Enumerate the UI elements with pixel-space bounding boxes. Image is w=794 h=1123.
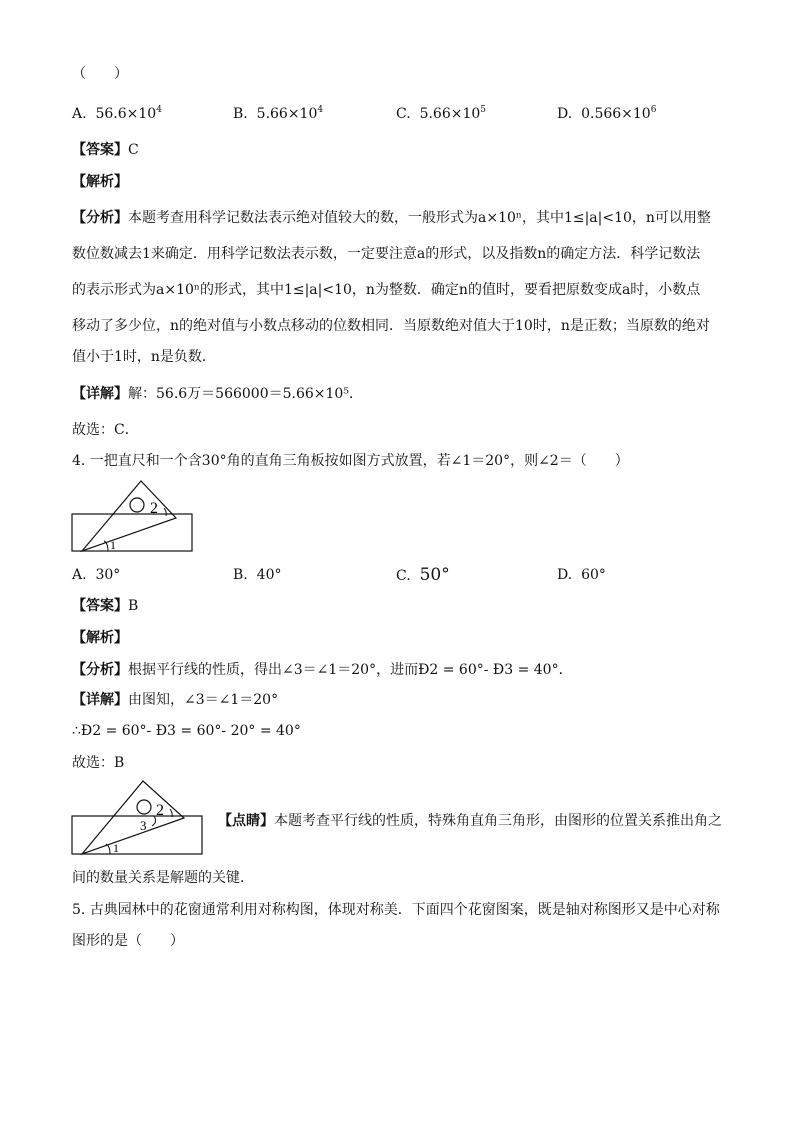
angle2-label: 2 bbox=[156, 802, 164, 819]
option-exp: 6 bbox=[650, 105, 657, 115]
q4-stem: 4. 一把直尺和一个含30°角的直角三角板按如图方式放置，若∠1＝20°，则∠2＝（ ） bbox=[72, 453, 629, 469]
triangle-hole bbox=[130, 498, 144, 512]
answer-tag: 【答案】 bbox=[72, 142, 128, 158]
q3-option-d[interactable] bbox=[557, 104, 656, 124]
q4-therefore: ∴Ð2 = 60°- Ð3 = 60°- 20° = 40° bbox=[72, 723, 301, 739]
q4-fenxi bbox=[72, 660, 573, 680]
fenxi-text: 根据平行线的性质，得出∠3＝∠1＝20°，进而Ð2 = 60°- Ð3 = 40°． bbox=[128, 662, 573, 678]
q4-option-b[interactable] bbox=[233, 565, 281, 585]
q4-dianjing bbox=[218, 811, 722, 831]
option-text: 30° bbox=[95, 567, 121, 583]
q4-answer bbox=[72, 596, 138, 616]
option-exp: 5 bbox=[480, 105, 487, 115]
option-letter: A. bbox=[72, 106, 87, 122]
q4-figure-ruler-triangle bbox=[70, 478, 196, 554]
q3-fenxi-line-2: 数位数减去1来确定．用科学记数法表示数，一定要注意a的形式，以及指数n的确定方法．科学记数法 bbox=[72, 246, 701, 262]
q3-fenxi-line-3: 的表示形式为a×10ⁿ的形式，其中1≤|a|<10，n为整数．确定n的值时，要看把原数变成a时，小数点 bbox=[72, 282, 701, 298]
answer-tag: 【答案】 bbox=[72, 598, 128, 614]
option-exp: 4 bbox=[317, 105, 324, 115]
angle2-label: 2 bbox=[150, 500, 158, 517]
q5-stem-line-2: 图形的是（ ） bbox=[72, 933, 184, 949]
option-text: 60° bbox=[581, 567, 606, 583]
q3-answer bbox=[72, 140, 139, 160]
q3-fenxi-line-4: 移动了多少位，n的绝对值与小数点移动的位数相同．当原数绝对值大于10时，n是正数；当原数的绝对 bbox=[72, 318, 710, 334]
option-letter: D. bbox=[557, 106, 573, 122]
detail-tag: 【详解】 bbox=[72, 386, 128, 402]
angle3-label: 3 bbox=[140, 818, 147, 833]
option-letter: C. bbox=[396, 106, 411, 122]
angle2-arc bbox=[164, 508, 166, 516]
option-base: 56.6×10 bbox=[95, 106, 157, 122]
q3-fenxi-line-5: 值小于1时，n是负数． bbox=[72, 349, 216, 365]
detail-tag: 【详解】 bbox=[72, 692, 128, 708]
q4-dianjing-line-2: 间的数量关系是解题的关键． bbox=[72, 870, 254, 886]
fenxi-tag: 【分析】 bbox=[72, 662, 128, 678]
option-letter: C. bbox=[396, 568, 411, 584]
q5-stem-line-1: 5. 古典园林中的花窗通常利用对称构图，体现对称美．下面四个花窗图案，既是轴对称图形又是中心对称 bbox=[72, 902, 720, 918]
option-letter: A. bbox=[72, 567, 87, 583]
q4-analysis-tag: 【解析】 bbox=[72, 630, 128, 646]
q3-option-a[interactable] bbox=[72, 104, 162, 124]
q3-fenxi-line-1 bbox=[72, 208, 711, 228]
option-base: 5.66×10 bbox=[256, 106, 318, 122]
angle1-label: 1 bbox=[113, 841, 119, 855]
fenxi-text: 本题考查用科学记数法表示绝对值较大的数，一般形式为a×10ⁿ，其中1≤|a|<10，n可以用整 bbox=[128, 210, 711, 226]
angle1-label: 1 bbox=[110, 538, 116, 552]
q4-option-c[interactable] bbox=[396, 565, 450, 586]
dianjing-tag: 【点睛】 bbox=[218, 813, 274, 829]
q3-detail bbox=[72, 384, 363, 404]
detail-text: 由图知，∠3＝∠1＝20° bbox=[128, 692, 279, 708]
q3-option-c[interactable] bbox=[396, 104, 486, 124]
answer-value: C bbox=[128, 142, 139, 158]
option-letter: D. bbox=[557, 567, 573, 583]
triangle-hole bbox=[137, 800, 151, 814]
option-letter: B. bbox=[233, 106, 248, 122]
fenxi-tag: 【分析】 bbox=[72, 210, 128, 226]
detail-text: 解：56.6万＝566000＝5.66×10⁵． bbox=[128, 386, 363, 402]
triangle-shape bbox=[82, 481, 176, 551]
dianjing-text: 本题考查平行线的性质，特殊角直角三角形，由图形的位置关系推出角之 bbox=[274, 813, 722, 829]
answer-value: B bbox=[128, 598, 139, 614]
q4-option-a[interactable] bbox=[72, 565, 120, 585]
option-text: 50° bbox=[419, 565, 450, 585]
q3-paren: （ ） bbox=[72, 66, 128, 82]
option-base: 5.66×10 bbox=[419, 106, 481, 122]
q4-option-d[interactable] bbox=[557, 565, 606, 585]
option-text: 40° bbox=[256, 567, 282, 583]
ruler-shape bbox=[72, 514, 192, 551]
q4-solution-figure bbox=[70, 778, 206, 858]
option-letter: B. bbox=[233, 567, 248, 583]
option-exp: 4 bbox=[156, 105, 162, 115]
option-base: 0.566×10 bbox=[581, 106, 651, 122]
q4-detail bbox=[72, 690, 278, 710]
triangle-shape bbox=[82, 781, 184, 854]
q3-analysis-tag: 【解析】 bbox=[72, 174, 128, 190]
q3-option-b[interactable] bbox=[233, 104, 323, 124]
q4-choose: 故选：B bbox=[72, 755, 125, 771]
q3-choose: 故选：C． bbox=[72, 422, 139, 438]
